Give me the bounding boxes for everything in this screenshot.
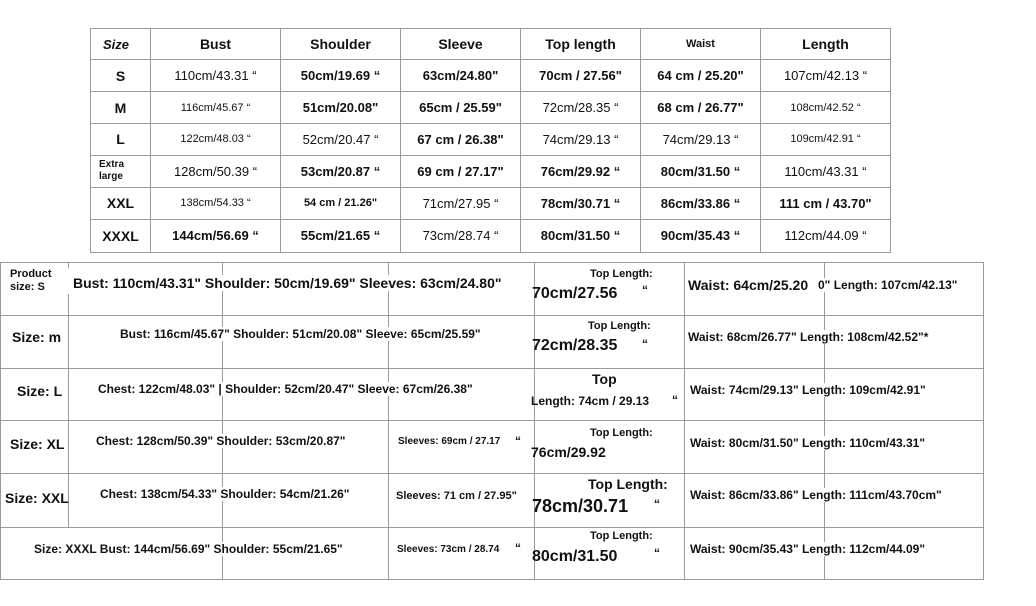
header-length: Length bbox=[761, 29, 891, 60]
sleeve-cell: 73cm/28.74 “ bbox=[401, 219, 521, 252]
waist-length-value: Waist: 68cm/26.77" Length: 108cm/42.52"* bbox=[688, 330, 929, 344]
size-cell: XXXL bbox=[91, 219, 151, 252]
sleeve-cell: 71cm/27.95 “ bbox=[401, 187, 521, 219]
length-cell: 110cm/43.31 “ bbox=[761, 155, 891, 187]
top-length-label: Top Length: bbox=[590, 530, 653, 542]
header-waist: Waist bbox=[641, 29, 761, 60]
length-cell: 107cm/42.13 “ bbox=[761, 60, 891, 92]
sleeve-value: Sleeves: 73cm / 28.74 bbox=[397, 544, 500, 555]
top-length-value: 80cm/31.50 bbox=[532, 548, 618, 565]
quote-mark: “ bbox=[654, 497, 660, 511]
length-cell: 111 cm / 43.70" bbox=[761, 187, 891, 219]
size-cell: XXL bbox=[91, 187, 151, 219]
header-bust: Bust bbox=[151, 29, 281, 60]
waist-cell: 68 cm / 26.77" bbox=[641, 92, 761, 124]
bust-cell: 128cm/50.39 “ bbox=[151, 155, 281, 187]
length-value: 0" Length: 107cm/42.13" bbox=[818, 278, 958, 292]
bust-cell: 110cm/43.31 “ bbox=[151, 60, 281, 92]
top-length-value: 72cm/28.35 bbox=[532, 337, 618, 354]
row-size-label: Size: XL bbox=[10, 436, 65, 452]
waist-cell: 64 cm / 25.20" bbox=[641, 60, 761, 92]
top-length-cell: 78cm/30.71 “ bbox=[521, 187, 641, 219]
bust-cell: 138cm/54.33 “ bbox=[151, 187, 281, 219]
sleeve-cell: 63cm/24.80" bbox=[401, 60, 521, 92]
waist-length-value: Waist: 74cm/29.13" Length: 109cm/42.91" bbox=[690, 383, 926, 397]
table-row bbox=[91, 155, 891, 187]
top-length-value: 78cm/30.71 bbox=[532, 496, 629, 516]
size-cell: L bbox=[91, 124, 151, 155]
top-length-cell: 74cm/29.13 “ bbox=[521, 124, 641, 155]
waist-length-value: Waist: 86cm/33.86" Length: 111cm/43.70cm" bbox=[690, 488, 942, 502]
shoulder-cell: 52cm/20.47 “ bbox=[281, 124, 401, 155]
waist-cell: 90cm/35.43 “ bbox=[641, 219, 761, 252]
top-length-label: Top Length: bbox=[588, 476, 668, 492]
size-cell: Extra large bbox=[91, 155, 151, 187]
row-size-label: Size: XXL bbox=[5, 490, 69, 506]
table-row bbox=[91, 187, 891, 219]
bust-cell: 116cm/45.67 “ bbox=[151, 92, 281, 124]
top-length-cell: 70cm / 27.56" bbox=[521, 60, 641, 92]
length-cell: 109cm/42.91 “ bbox=[761, 124, 891, 155]
waist-cell: 86cm/33.86 “ bbox=[641, 187, 761, 219]
quote-mark: “ bbox=[642, 337, 648, 351]
top-length-value: 70cm/27.56 bbox=[532, 285, 618, 302]
size-chart-table bbox=[90, 28, 891, 253]
row-measurements: Size: XXXL Bust: 144cm/56.69" Shoulder: 55cm/21.65" bbox=[34, 542, 343, 556]
table-row bbox=[91, 92, 891, 124]
shoulder-cell: 54 cm / 21.26" bbox=[281, 187, 401, 219]
top-length-label: Top Length: bbox=[590, 427, 653, 439]
waist-value: Waist: 64cm/25.20 bbox=[688, 277, 809, 293]
sleeve-value: Sleeves: 71 cm / 27.95" bbox=[396, 490, 517, 502]
size-cell: S bbox=[91, 60, 151, 92]
row-measurements: Bust: 110cm/43.31" Shoulder: 50cm/19.69" Sleeves: 63cm/24.80" bbox=[73, 275, 506, 291]
row-measurements: Chest: 128cm/50.39" Shoulder: 53cm/20.87" bbox=[96, 434, 346, 448]
bust-cell: 122cm/48.03 “ bbox=[151, 124, 281, 155]
row-size-label: Product size: S bbox=[10, 268, 70, 294]
shoulder-cell: 50cm/19.69 “ bbox=[281, 60, 401, 92]
top-length-cell: 76cm/29.92 “ bbox=[521, 155, 641, 187]
table-row bbox=[91, 124, 891, 155]
header-sleeve: Sleeve bbox=[401, 29, 521, 60]
table-row bbox=[91, 60, 891, 92]
waist-length-value: Waist: 80cm/31.50" Length: 110cm/43.31" bbox=[690, 436, 926, 450]
row-measurements: Chest: 138cm/54.33" Shoulder: 54cm/21.26" bbox=[100, 487, 350, 501]
waist-cell: 74cm/29.13 “ bbox=[641, 124, 761, 155]
top-length-value: 76cm/29.92 bbox=[531, 444, 606, 460]
shoulder-cell: 51cm/20.08" bbox=[281, 92, 401, 124]
sleeve-cell: 67 cm / 26.38" bbox=[401, 124, 521, 155]
sleeve-cell: 65cm / 25.59" bbox=[401, 92, 521, 124]
bust-cell: 144cm/56.69 “ bbox=[151, 219, 281, 252]
header-size: Size bbox=[91, 29, 151, 60]
quote-mark: “ bbox=[654, 546, 660, 560]
top-length-label: Top bbox=[592, 371, 617, 387]
waist-length-value: Waist: 90cm/35.43" Length: 112cm/44.09" bbox=[690, 542, 926, 556]
quote-mark: “ bbox=[672, 393, 678, 407]
top-length-cell: 80cm/31.50 “ bbox=[521, 219, 641, 252]
length-cell: 112cm/44.09 “ bbox=[761, 219, 891, 252]
quote-mark: “ bbox=[515, 541, 521, 555]
top-length-label: Top Length: bbox=[590, 268, 653, 280]
shoulder-cell: 55cm/21.65 “ bbox=[281, 219, 401, 252]
row-measurements: Chest: 122cm/48.03" | Shoulder: 52cm/20.47" Sleeve: 67cm/26.38" bbox=[98, 382, 473, 396]
row-size-label: Size: m bbox=[12, 329, 62, 345]
top-length-cell: 72cm/28.35 “ bbox=[521, 92, 641, 124]
quote-mark: “ bbox=[642, 283, 648, 297]
row-measurements: Bust: 116cm/45.67" Shoulder: 51cm/20.08" Sleeve: 65cm/25.59" bbox=[120, 327, 481, 341]
top-length-label: Top Length: bbox=[588, 320, 651, 332]
waist-cell: 80cm/31.50 “ bbox=[641, 155, 761, 187]
table-header-row bbox=[91, 29, 891, 60]
top-length-value: Length: 74cm / 29.13 bbox=[531, 394, 650, 408]
length-cell: 108cm/42.52 “ bbox=[761, 92, 891, 124]
quote-mark: “ bbox=[515, 434, 521, 448]
header-top-length: Top length bbox=[521, 29, 641, 60]
sleeve-cell: 69 cm / 27.17" bbox=[401, 155, 521, 187]
sleeve-value: Sleeves: 69cm / 27.17 bbox=[398, 436, 501, 447]
row-size-label: Size: L bbox=[17, 383, 63, 399]
shoulder-cell: 53cm/20.87 “ bbox=[281, 155, 401, 187]
header-shoulder: Shoulder bbox=[281, 29, 401, 60]
table-row bbox=[91, 219, 891, 252]
size-cell: M bbox=[91, 92, 151, 124]
